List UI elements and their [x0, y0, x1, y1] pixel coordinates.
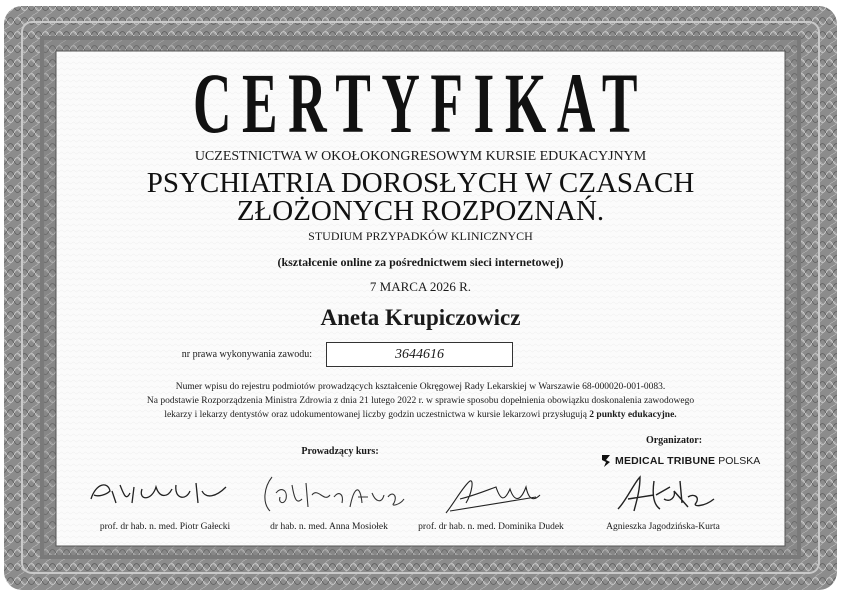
- points-value: 2 punkty edukacyjne.: [589, 410, 677, 420]
- organizer-logo: [600, 451, 760, 471]
- signer-dudek: prof. dr hab. n. med. Dominika Dudek: [418, 522, 564, 532]
- participant-name: Aneta Krupiczowicz: [320, 305, 521, 330]
- license-label: nr prawa wykonywania zawodu:: [181, 349, 312, 360]
- signer-jagodzinska-kurta: Agnieszka Jagodzińska-Kurta: [606, 522, 720, 532]
- points-text: [100, 409, 741, 421]
- signature-dudek: [440, 473, 550, 517]
- signature-jagodzinska-kurta: [614, 473, 724, 521]
- signature-galecki: [86, 473, 236, 513]
- license-number-field: [326, 342, 513, 367]
- organizer-label: Organizator:: [645, 435, 703, 446]
- regulation-text: Na podstawie Rozporządzenia Ministra Zdrowia z dnia 21 lutego 2022 r. w sprawie sposobu dopełnienia obowiązku doskonalenia zawodowego: [146, 396, 695, 406]
- organizer-brand: MEDICAL TRIBUNE: [615, 455, 716, 467]
- organizer-country: POLSKA: [718, 455, 761, 467]
- course-title-line2: ZŁOŻONYCH ROZPOZNAŃ.: [236, 195, 605, 227]
- signer-mosiolek: dr hab. n. med. Anna Mosiołek: [270, 522, 388, 532]
- license-number: 3644616: [395, 347, 444, 362]
- course-date: 7 MARCA 2026 R.: [369, 279, 472, 294]
- course-mode: (kształcenie online za pośrednictwem sieci internetowej): [277, 255, 564, 269]
- course-subtitle: STUDIUM PRZYPADKÓW KLINICZNYCH: [308, 229, 533, 243]
- course-title-line1: PSYCHIATRIA DOROSŁYCH W CZASACH: [146, 167, 695, 199]
- medical-tribune-logo-icon: [600, 453, 612, 469]
- course-lead-label: Prowadzący kurs:: [301, 446, 379, 457]
- points-text-start: lekarzy i lekarzy dentystów oraz udokumentowanej liczby godzin uczestnictwa w kursie lekarzowi przysługują: [164, 410, 590, 420]
- registry-text: Numer wpisu do rejestru podmiotów prowadzących kształcenie Okręgowej Rady Lekarskiej w Warszawie 68-000020-001-0083.: [175, 382, 666, 392]
- certificate-title: CERTYFIKAT: [192, 55, 649, 151]
- signer-galecki: prof. dr hab. n. med. Piotr Gałecki: [99, 522, 231, 532]
- signature-mosiolek: [258, 473, 408, 517]
- participation-line: UCZESTNICTWA W OKOŁOKONGRESOWYM KURSIE EDUKACYJNYM: [194, 149, 647, 164]
